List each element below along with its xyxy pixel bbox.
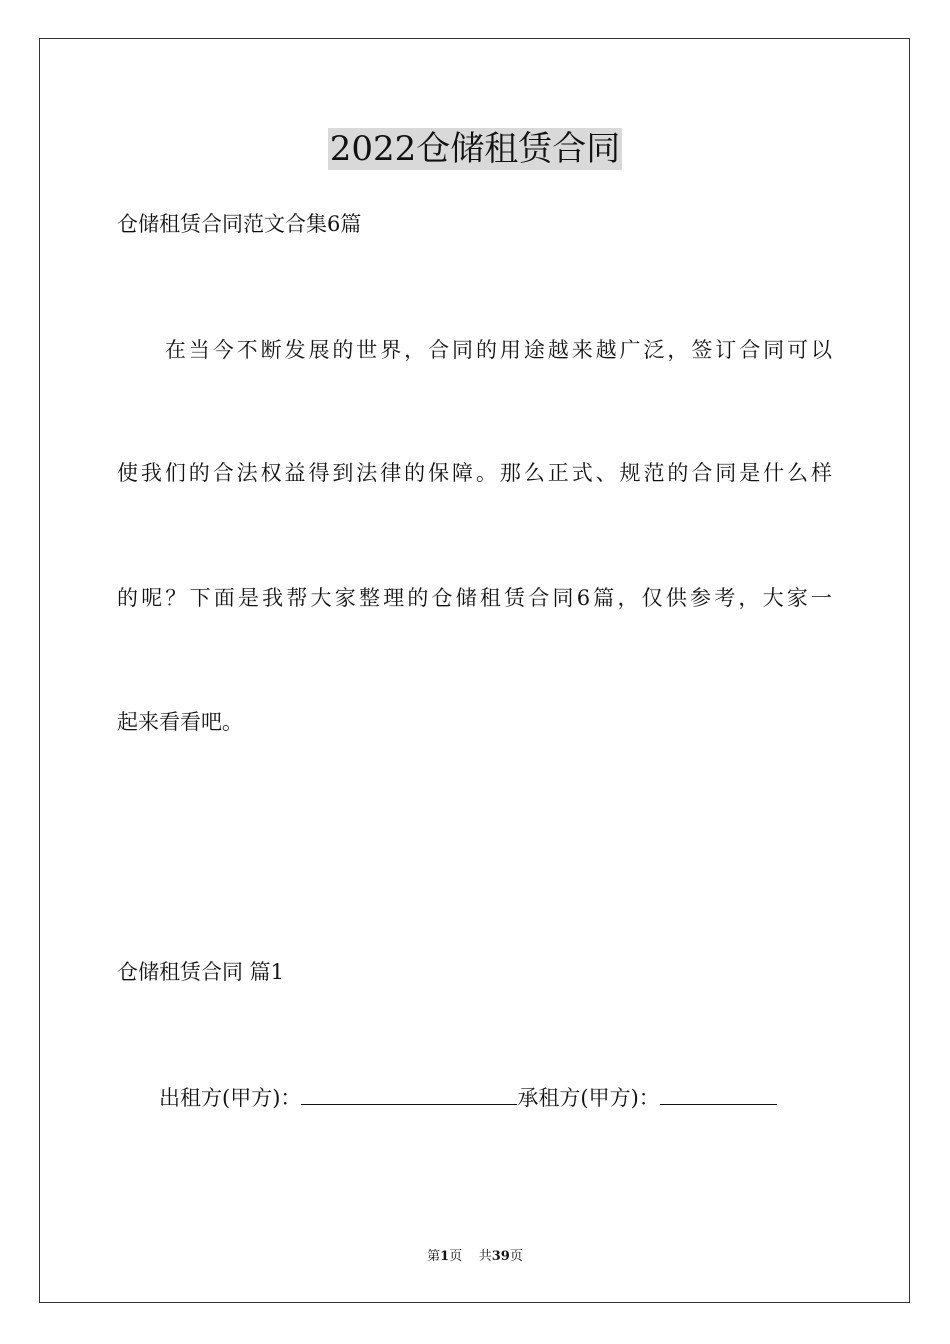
document-subtitle: 仓储租赁合同范文合集6篇: [117, 212, 362, 236]
party-line: [117, 1082, 777, 1113]
intro-line-1: 在当今不断发展的世界，合同的用途越来越广泛，签订合同可以: [117, 338, 832, 362]
section-heading: 仓储租赁合同 篇1: [117, 960, 285, 984]
footer-total-suffix: 页: [509, 1249, 523, 1264]
intro-line-2: 使我们的合法权益得到法律的保障。那么正式、规范的合同是什么样: [117, 461, 832, 485]
document-title: 2022仓储租赁合同: [329, 129, 621, 169]
intro-line-3: 的呢？下面是我帮大家整理的仓储租赁合同6篇，仅供参考，大家一: [117, 586, 832, 610]
title-container: [0, 128, 950, 170]
intro-line-4: 起来看看吧。: [117, 710, 243, 734]
footer-page-number: 1: [440, 1249, 450, 1264]
footer-page-prefix: 第: [427, 1249, 441, 1264]
lessor-blank: [301, 1082, 517, 1105]
lessee-blank: [660, 1082, 777, 1105]
lessor-label: 出租方(甲方)：: [117, 1086, 302, 1110]
lessee-label: 承租方(甲方)：: [517, 1086, 660, 1110]
footer-total-prefix: 共: [462, 1249, 492, 1264]
footer-page-suffix: 页: [449, 1249, 463, 1264]
page-footer: [0, 1248, 950, 1266]
footer-total-pages: 39: [491, 1249, 510, 1264]
